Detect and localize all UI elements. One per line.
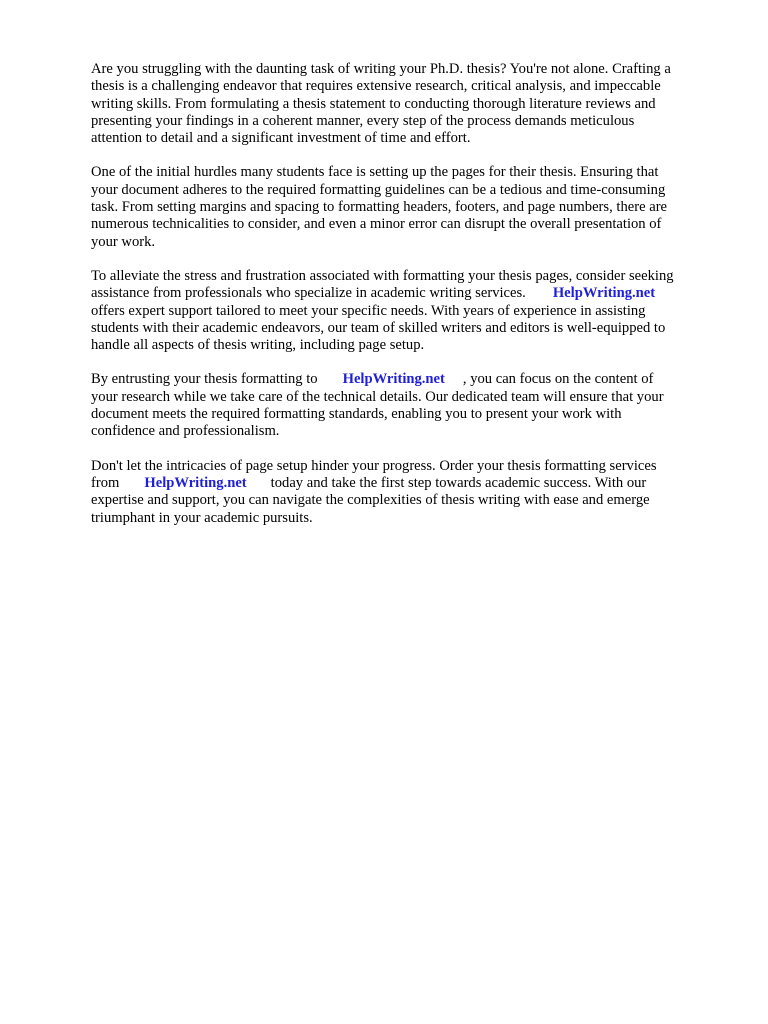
text-line [91,475,708,492]
text-segment: today and take the first step towards academic success. With our [270,474,647,491]
text-line: One of the initial hurdles many students face is setting up the pages for their thesis. Ensuring that [91,164,659,181]
text-line: task. From setting margins and spacing to formatting headers, footers, and page numbers, there are [91,199,668,216]
helpwriting-link[interactable]: HelpWriting.net [552,285,656,302]
paragraph-alleviate [91,268,708,354]
helpwriting-link[interactable]: HelpWriting.net [144,474,247,491]
text-line: handle all aspects of thesis writing, including page setup. [91,337,425,354]
text-line: Don't let the intricacies of page setup hinder your progress. Order your thesis formatting services [91,457,657,474]
text-line: Are you struggling with the daunting task of writing your Ph.D. thesis? You're not alone. Crafting a [91,61,671,77]
text-line: your research while we take care of the technical details. Our dedicated team will ensure that your [91,388,664,405]
text-segment: By entrusting your thesis formatting to [91,371,318,388]
text-line: expertise and support, you can navigate the complexities of thesis writing with ease and emerge [91,492,650,509]
text-line [91,371,708,388]
text-segment: from [91,474,120,491]
text-line: writing skills. From formulating a thesis statement to conducting thorough literature reviews and [91,95,656,112]
text-line [91,285,708,302]
paragraph-order [91,458,708,527]
text-line: your document adheres to the required formatting guidelines can be a tedious and time-consuming [91,181,666,198]
text-line: triumphant in your academic pursuits. [91,509,313,526]
helpwriting-link[interactable]: HelpWriting.net [342,371,445,388]
paragraph-hurdles [91,164,708,250]
text-segment: , you can focus on the content of [462,371,654,388]
text-line: To alleviate the stress and frustration associated with formatting your thesis pages, consider seeking [91,267,674,284]
text-segment: assistance from professionals who specialize in academic writing services. [91,285,526,302]
text-line: attention to detail and a significant investment of time and effort. [91,130,471,147]
text-line: confidence and professionalism. [91,423,280,440]
text-line: students with their academic endeavors, our team of skilled writers and editors is well-equipped to [91,319,666,336]
text-line: thesis is a challenging endeavor that requires extensive research, critical analysis, and impeccable [91,78,661,95]
text-line: your work. [91,233,156,250]
paragraph-entrusting [91,371,708,440]
paragraph-intro [91,61,708,147]
text-line: presenting your findings in a coherent manner, every step of the process demands meticulous [91,112,635,129]
text-line: numerous technicalities to consider, and even a minor error can disrupt the overall presentation of [91,216,662,233]
text-line: document meets the required formatting standards, enabling you to present your work with [91,406,622,423]
text-line: offers expert support tailored to meet your specific needs. With years of experience in assisting [91,302,646,319]
